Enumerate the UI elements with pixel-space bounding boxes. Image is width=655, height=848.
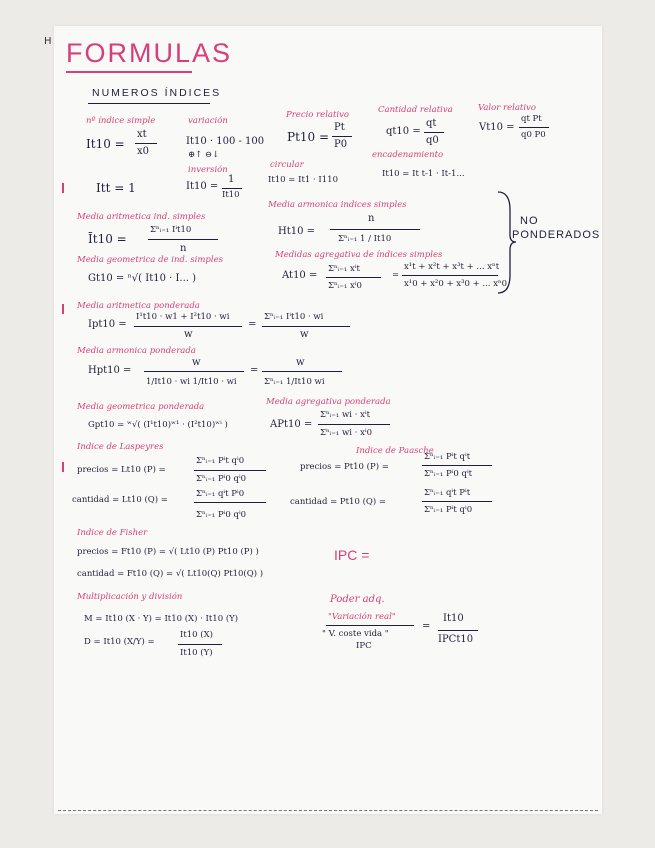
margin-mark xyxy=(62,304,64,314)
section-heading: NUMEROS ÍNDICES xyxy=(92,87,222,99)
circular-label: circular xyxy=(270,160,304,170)
media-armonica-numerator: n xyxy=(368,213,375,224)
equals-sign: = xyxy=(248,319,257,330)
ponderada-aritmetica-label: Media aritmetica ponderada xyxy=(77,301,200,311)
multiplicacion-label: Multiplicación y división xyxy=(77,592,183,602)
ponderada-aritmetica-numerator: I¹t10 · w1 + I²t10 · wi xyxy=(136,312,230,322)
media-aritmetica-numerator: Σⁿᵢ₌₁ Iⁱt10 xyxy=(150,225,192,235)
valor-relativo-denominator: q0 P0 xyxy=(521,130,546,140)
precio-relativo-formula: Pt10 = xyxy=(287,130,330,144)
cantidad-relativa-formula: qt10 = xyxy=(386,126,421,137)
laspeyres-cantidad-numerator: Σⁿᵢ₌₁ qⁱt Pⁱ0 xyxy=(196,489,245,499)
ponderada-aritmetica-formula: Ipt10 = xyxy=(88,319,127,330)
cantidad-relativa-label: Cantidad relativa xyxy=(378,105,453,115)
fisher-precios-formula: precios = Ft10 (P) = √( Lt10 (P) Pt10 (P) ) xyxy=(77,547,259,557)
variacion-signs: ⊕↑ ⊖↓ xyxy=(188,150,220,160)
paasche-precios-numerator: Σⁿᵢ₌₁ Pⁱt qⁱt xyxy=(424,452,471,462)
variacion-formula: It10 · 100 - 100 xyxy=(186,136,265,147)
title-underline xyxy=(66,71,192,73)
fraction-bar xyxy=(194,470,266,471)
encadenamiento-formula: It10 = It t-1 · It-1... xyxy=(382,169,465,179)
ponderada-aritmetica-denominator: w xyxy=(184,329,193,340)
poder-numerator: "Variación real" xyxy=(328,612,396,622)
indice-simple-label: nº índice simple xyxy=(86,116,156,126)
encadenamiento-label: encadenamiento xyxy=(372,150,444,160)
indice-simple-formula: It10 = xyxy=(86,137,125,151)
ponderada-agregativa-label: Media agregativa ponderada xyxy=(266,397,391,407)
poder-rhs-denominator: IPCt10 xyxy=(438,634,474,645)
paasche-cantidad-formula: cantidad = Pt10 (Q) = xyxy=(290,497,386,507)
multiplicacion-m-formula: M = It10 (X · Y) = It10 (X) · It10 (Y) xyxy=(84,614,239,624)
ponderada-geometrica-formula: Gpt10 = ʷ√( (I¹t10)ʷ¹ · (I²t10)ʷⁱ ) xyxy=(88,420,228,430)
page-title: FORMULAS xyxy=(66,38,233,68)
ipc-label: IPC = xyxy=(334,547,370,563)
precio-relativo-denominator: P0 xyxy=(334,139,348,150)
multiplicacion-d-denominator: It10 (Y) xyxy=(180,648,213,658)
fraction-bar xyxy=(330,229,420,230)
laspeyres-cantidad-denominator: Σⁿᵢ₌₁ Pⁱ0 qⁱ0 xyxy=(196,510,247,520)
fraction-bar xyxy=(134,326,242,327)
medias-agregativa-rhs-numerator: x¹t + x²t + x³t + ... xⁿt xyxy=(404,262,500,272)
media-aritmetica-denominator: n xyxy=(180,243,187,254)
fisher-cantidad-formula: cantidad = Ft10 (Q) = √( Lt10(Q) Pt10(Q) ) xyxy=(77,569,264,579)
variacion-label: variación xyxy=(188,116,228,126)
identidad-formula: Itt = 1 xyxy=(96,181,136,195)
media-armonica-denominator: Σⁿᵢ₌₁ 1 / It10 xyxy=(338,234,392,244)
ponderada-armonica-formula: Hpt10 = xyxy=(88,365,132,376)
fraction-bar xyxy=(422,465,492,466)
fraction-bar xyxy=(318,424,390,425)
cantidad-relativa-numerator: qt xyxy=(426,118,437,129)
ponderada-armonica-rhs-denominator: Σⁿᵢ₌₁ 1/It10 wi xyxy=(264,377,325,387)
fraction-bar xyxy=(438,630,478,631)
multiplicacion-d-numerator: It10 (X) xyxy=(180,630,213,640)
fraction-bar xyxy=(194,502,266,503)
cantidad-relativa-denominator: q0 xyxy=(426,135,439,146)
no-ponderados-label-line1: NO xyxy=(520,215,539,227)
subtitle-underline xyxy=(88,103,210,104)
medias-agregativa-formula: At10 = xyxy=(282,270,318,281)
equals-sign: = xyxy=(392,270,400,280)
poder-denominator-line1: " V. coste vida " xyxy=(322,629,389,639)
valor-relativo-label: Valor relativo xyxy=(478,103,536,113)
ponderada-agregativa-numerator: Σⁿᵢ₌₁ wi · xⁱt xyxy=(320,410,371,420)
laspeyres-label: Indice de Laspeyres xyxy=(77,442,164,452)
curly-brace xyxy=(496,190,518,295)
fraction-bar xyxy=(144,371,244,372)
medias-agregativa-rhs-denominator: x¹0 + x²0 + x³0 + ... xⁿ0 xyxy=(404,279,508,289)
fraction-bar xyxy=(178,644,222,645)
fraction-bar xyxy=(424,132,444,133)
corner-mark: H xyxy=(44,36,52,47)
fraction-bar xyxy=(326,277,381,278)
inversion-numerator: 1 xyxy=(228,174,235,185)
medias-agregativa-label: Medidas agregativa de índices simples xyxy=(275,250,443,260)
margin-mark xyxy=(62,183,64,193)
ponderada-armonica-denominator: 1/It10 · wi 1/It10 · wi xyxy=(146,377,237,387)
inversion-formula: It10 = xyxy=(186,181,219,192)
inversion-label: inversión xyxy=(188,165,228,175)
fraction-bar xyxy=(148,239,218,240)
paasche-precios-denominator: Σⁿᵢ₌₁ Pⁱ0 qⁱt xyxy=(424,469,473,479)
medias-agregativa-numerator: Σⁿᵢ₌₁ xⁱt xyxy=(328,264,360,274)
poder-rhs-numerator: It10 xyxy=(443,613,464,624)
paasche-label: Indice de Paasche xyxy=(356,446,434,456)
poder-denominator-line2: IPC xyxy=(356,641,372,651)
valor-relativo-formula: Vt10 = xyxy=(479,122,515,133)
valor-relativo-numerator: qt Pt xyxy=(521,114,542,124)
indice-simple-numerator: xt xyxy=(137,129,147,140)
laspeyres-precios-formula: precios = Lt10 (P) = xyxy=(77,465,166,475)
media-armonica-formula: Ht10 = xyxy=(278,226,316,237)
fraction-bar xyxy=(422,501,492,502)
poder-equals: = xyxy=(422,621,431,632)
ponderada-armonica-rhs-numerator: w xyxy=(296,357,305,368)
margin-mark xyxy=(62,462,64,472)
fraction-bar xyxy=(222,188,242,189)
fraction-bar xyxy=(332,136,352,137)
fraction-bar xyxy=(402,275,498,276)
circular-formula: It10 = It1 · I110 xyxy=(268,175,338,185)
laspeyres-precios-denominator: Σⁿᵢ₌₁ Pⁱ0 qⁱ0 xyxy=(196,474,247,484)
page-bottom-rule xyxy=(58,810,598,813)
poder-label: Poder adq. xyxy=(330,594,385,605)
precio-relativo-numerator: Pt xyxy=(334,122,345,133)
paasche-cantidad-denominator: Σⁿᵢ₌₁ Pⁱt qⁱ0 xyxy=(424,505,473,515)
multiplicacion-d-formula: D = It10 (X/Y) = xyxy=(84,637,155,647)
fraction-bar xyxy=(262,326,350,327)
medias-agregativa-denominator: Σⁿᵢ₌₁ xⁱ0 xyxy=(328,281,362,291)
fraction-bar xyxy=(326,625,414,626)
paasche-cantidad-numerator: Σⁿᵢ₌₁ qⁱt Pⁱt xyxy=(424,488,471,498)
fraction-bar xyxy=(262,371,342,372)
equals-sign: = xyxy=(250,365,259,376)
media-armonica-label: Media armonica indices simples xyxy=(268,200,407,210)
ponderada-agregativa-denominator: Σⁿᵢ₌₁ wi · xⁱ0 xyxy=(320,428,373,438)
ponderada-armonica-numerator: w xyxy=(192,357,201,368)
ponderada-aritmetica-rhs-denominator: w xyxy=(300,329,309,340)
ponderada-aritmetica-rhs-numerator: Σⁿᵢ₌₁ Iⁱt10 · wi xyxy=(264,312,324,322)
indice-simple-denominator: x0 xyxy=(137,146,150,157)
laspeyres-cantidad-formula: cantidad = Lt10 (Q) = xyxy=(72,495,168,505)
media-aritmetica-formula: Īt10 = xyxy=(88,232,127,246)
inversion-denominator: It10 xyxy=(222,190,240,200)
ponderada-armonica-label: Media armonica ponderada xyxy=(77,346,196,356)
fisher-label: Indice de Fisher xyxy=(77,528,148,538)
media-geometrica-formula: Gt10 = ⁿ√( It10 · I... ) xyxy=(88,273,197,284)
fraction-bar xyxy=(519,127,549,128)
media-geometrica-label: Media geometrica de ind. simples xyxy=(77,255,223,265)
precio-relativo-label: Precio relativo xyxy=(286,110,350,120)
ponderada-agregativa-formula: APt10 = xyxy=(270,419,313,430)
no-ponderados-label-line2: PONDERADOS xyxy=(512,229,601,241)
paasche-precios-formula: precios = Pt10 (P) = xyxy=(300,462,389,472)
fraction-bar xyxy=(135,143,157,144)
laspeyres-precios-numerator: Σⁿᵢ₌₁ Pⁱt qⁱ0 xyxy=(196,456,245,466)
media-aritmetica-label: Media aritmetica ind. simples xyxy=(77,212,206,222)
ponderada-geometrica-label: Media geometrica ponderada xyxy=(77,402,205,412)
